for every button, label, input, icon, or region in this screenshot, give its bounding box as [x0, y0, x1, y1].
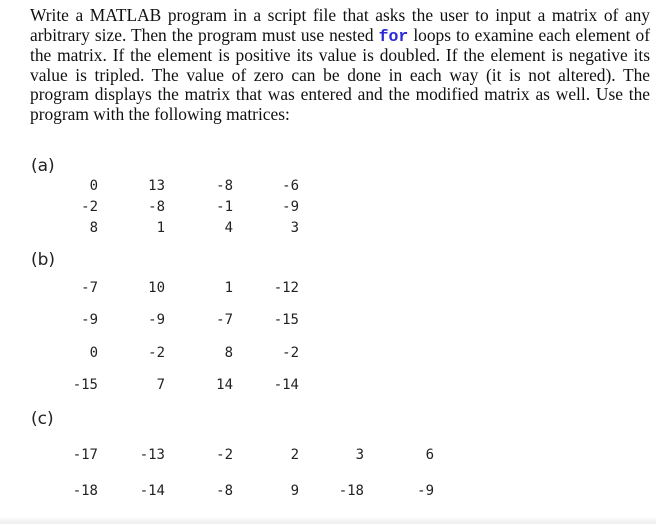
matrix-cell: -9: [81, 312, 98, 328]
matrix-cell: -18: [338, 483, 364, 499]
matrix-cell: 13: [148, 178, 165, 194]
matrix-cell: -9: [282, 199, 299, 215]
matrix-label: (a): [31, 156, 55, 176]
matrix-cell: -14: [139, 483, 165, 499]
matrix-cell: -2: [81, 199, 98, 215]
problem-statement: [30, 6, 650, 125]
page-bottom-edge: [0, 518, 656, 524]
matrix-cell: 0: [89, 345, 98, 361]
matrix-cell: -13: [139, 447, 165, 463]
matrix-cell: 8: [224, 345, 233, 361]
matrix-cell: 6: [425, 447, 434, 463]
matrix-cell: -7: [81, 280, 98, 296]
matrix-cell: 2: [290, 447, 299, 463]
for-keyword: for: [378, 26, 409, 46]
matrix-cell: -17: [72, 447, 98, 463]
matrix-cell: -14: [273, 377, 299, 393]
matrix-cell: 9: [290, 483, 299, 499]
matrix-cell: -15: [273, 312, 299, 328]
matrix-cell: 4: [224, 220, 233, 236]
matrix-cell: -7: [216, 312, 233, 328]
matrix-cell: -9: [148, 312, 165, 328]
matrix-label: (c): [31, 409, 54, 429]
matrix-cell: 14: [216, 377, 233, 393]
matrix-cell: -8: [216, 483, 233, 499]
matrix-cell: -12: [273, 280, 299, 296]
matrix-cell: -8: [148, 199, 165, 215]
matrix-cell: 3: [355, 447, 364, 463]
matrix-cell: 1: [156, 220, 165, 236]
matrix-cell: 1: [224, 280, 233, 296]
matrix-cell: -6: [282, 178, 299, 194]
matrix-cell: -2: [282, 345, 299, 361]
matrix-cell: 7: [156, 377, 165, 393]
matrix-cell: -2: [216, 447, 233, 463]
matrix-cell: 8: [89, 220, 98, 236]
matrix-cell: -15: [72, 377, 98, 393]
matrix-cell: -2: [148, 345, 165, 361]
matrix-cell: 10: [148, 280, 165, 296]
problem-text-after: loops to examine each element of the matrix. If the element is positive its value is doubled. If the element is negative its value is tripled. The value of zero can be done in each way (it is not altered). The program displays the matrix that was entered and the modified matrix as well. Use the program with the following matrices:: [30, 24, 650, 124]
matrix-cell: 0: [89, 178, 98, 194]
matrix-cell: -1: [216, 199, 233, 215]
matrix-cell: -8: [216, 178, 233, 194]
problem-text-before: Write a MATLAB program in a script file that asks the user to input a matrix of any arbitrary size. Then the program must use nested: [30, 5, 650, 45]
matrix-cell: -9: [417, 483, 434, 499]
matrix-label: (b): [31, 250, 56, 270]
matrix-cell: 3: [290, 220, 299, 236]
matrix-cell: -18: [72, 483, 98, 499]
